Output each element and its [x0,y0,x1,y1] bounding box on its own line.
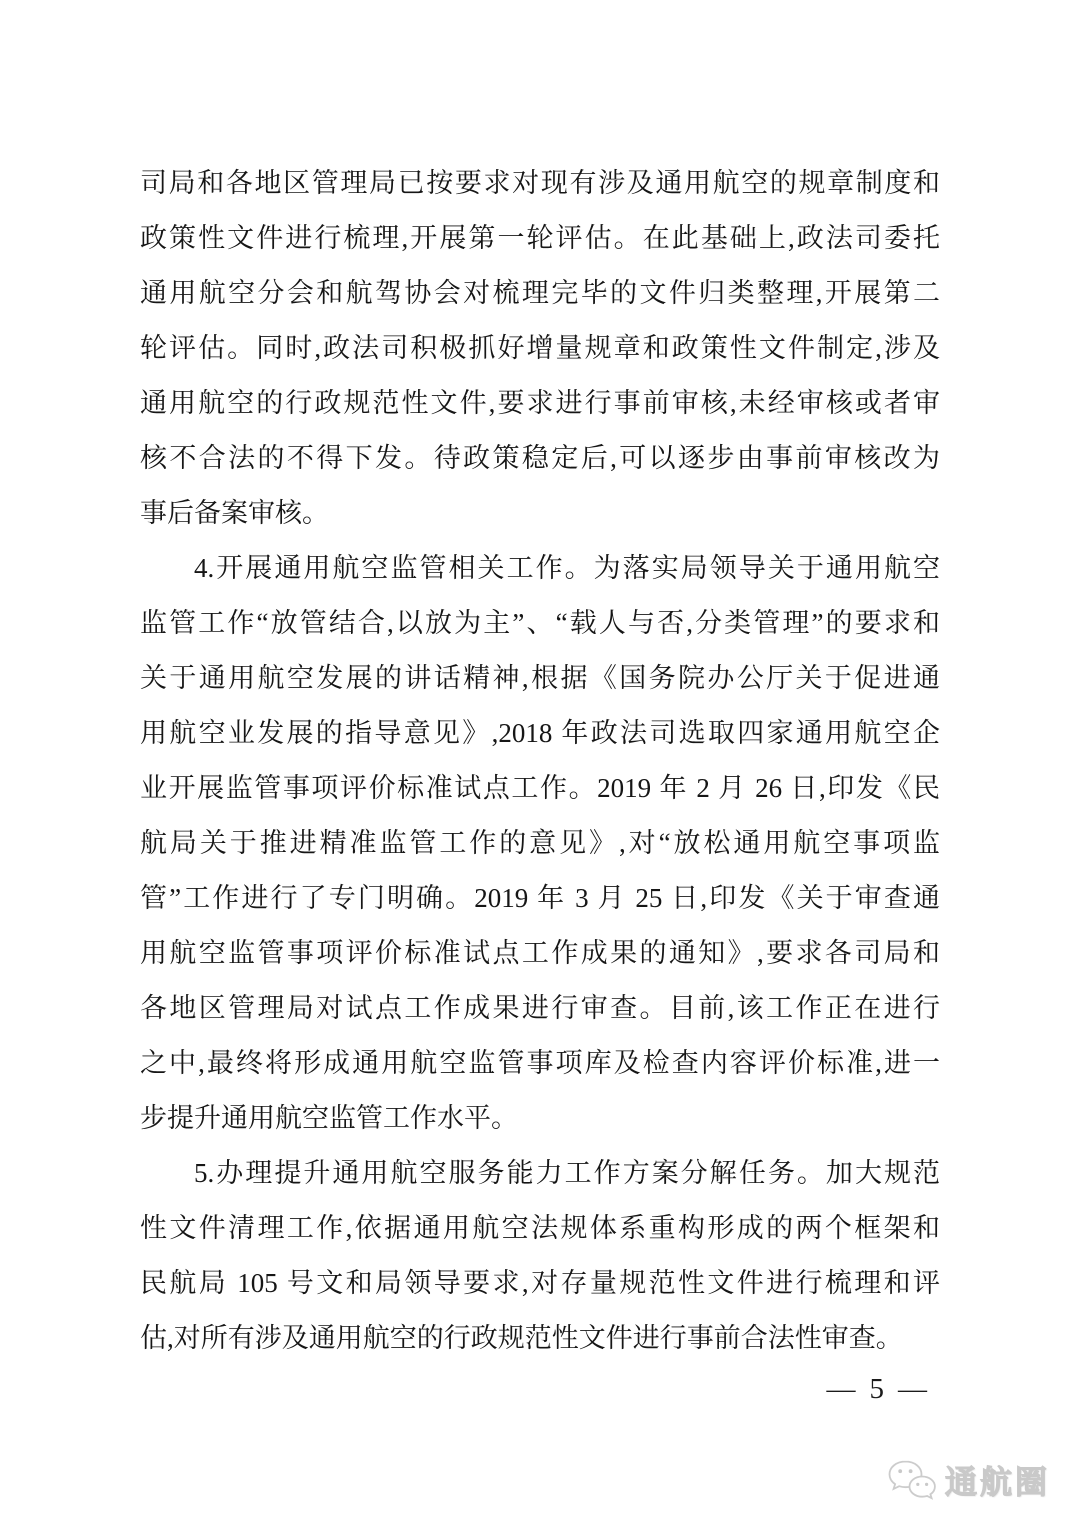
text-line: 轮评估。同时,政法司积极抓好增量规章和政策性文件制定,涉及 [140,333,940,363]
page-number [140,1368,940,1410]
watermark [888,1457,1050,1503]
text-line: 政策性文件进行梳理,开展第一轮评估。在此基础上,政法司委托 [140,223,940,253]
text-line: 司局和各地区管理局已按要求对现有涉及通用航空的规章制度和 [140,168,940,198]
text-line: 业开展监管事项评价标准试点工作。2019 年 2 月 26 日,印发《民 [140,773,940,803]
text-line: 用航空业发展的指导意见》,2018 年政法司选取四家通用航空企 [140,718,940,748]
text-line: 核不合法的不得下发。待政策稳定后,可以逐步由事前审核改为 [140,443,940,473]
text-line: 各地区管理局对试点工作成果进行审查。目前,该工作正在进行 [140,993,940,1023]
text-line: 通用航空的行政规范性文件,要求进行事前审核,未经审核或者审 [140,388,940,418]
text-line: 监管工作“放管结合,以放为主”、“载人与否,分类管理”的要求和 [140,608,940,638]
wechat-icon [888,1459,936,1501]
page-number-dash-right: — [898,1373,927,1405]
text-line: 管”工作进行了专门明确。2019 年 3 月 25 日,印发《关于审查通 [140,883,940,913]
text-line: 步提升通用航空监管工作水平。 [140,1103,518,1133]
text-line: 性文件清理工作,依据通用航空法规体系重构形成的两个框架和 [140,1213,940,1243]
text-line: 之中,最终将形成通用航空监管事项库及检查内容评价标准,进一 [140,1048,940,1078]
document-body [140,156,940,1366]
text-line: 用航空监管事项评价标准试点工作成果的通知》,要求各司局和 [140,938,940,968]
text-line: 事后备案审核。 [140,498,329,528]
page-number-dash-left: — [826,1373,856,1405]
page-number-value: 5 [869,1373,884,1405]
text-line: 通用航空分会和航驾协会对梳理完毕的文件归类整理,开展第二 [140,278,940,308]
text-line: 5.办理提升通用航空服务能力工作方案分解任务。加大规范 [194,1158,940,1188]
text-line: 民航局 105 号文和局领导要求,对存量规范性文件进行梳理和评 [140,1268,940,1298]
text-line: 关于通用航空发展的讲话精神,根据《国务院办公厅关于促进通 [140,663,940,693]
text-line: 航局关于推进精准监管工作的意见》,对“放松通用航空事项监 [140,828,940,858]
text-line: 4.开展通用航空监管相关工作。为落实局领导关于通用航空 [194,553,940,583]
text-line: 估,对所有涉及通用航空的行政规范性文件进行事前合法性审查。 [140,1323,903,1353]
watermark-label: 通航圈 [944,1464,1050,1500]
